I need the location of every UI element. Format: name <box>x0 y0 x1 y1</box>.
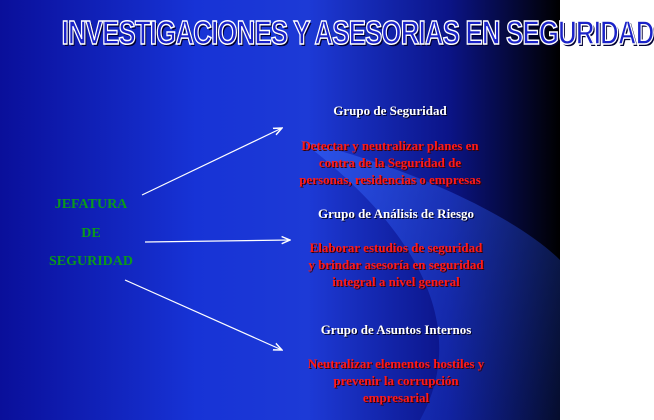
group-desc-seguridad: Detectar y neutralizar planes en contra de la Seguridad de personas, residencias o empresas <box>299 138 481 187</box>
jefatura-label-line3: SEGURIDAD <box>48 254 133 269</box>
group-desc-asuntos-internos: Neutralizar elementos hostiles y prevenir la corrupción empresarial <box>307 356 485 405</box>
group-title-seguridad: Grupo de Seguridad <box>333 103 447 118</box>
arrow-to-grupo-asuntos <box>125 280 282 350</box>
group-desc-analisis-riesgo: Elaborar estudios de seguridad y brindar asesoría en seguridad integral a nivel general <box>308 240 484 289</box>
slide-title: INVESTIGACIONES Y ASESORIAS EN SEGURIDAD <box>61 14 654 51</box>
group-title-asuntos-internos: Grupo de Asuntos Internos <box>320 322 472 337</box>
jefatura-label-line1: JEFATURA <box>54 197 128 212</box>
jefatura-label-line2: DE <box>81 226 101 241</box>
arrow-to-grupo-seguridad <box>142 128 282 195</box>
group-title-analisis-riesgo: Grupo de Análisis de Riesgo <box>317 206 475 221</box>
arrow-to-grupo-analisis <box>145 240 290 242</box>
